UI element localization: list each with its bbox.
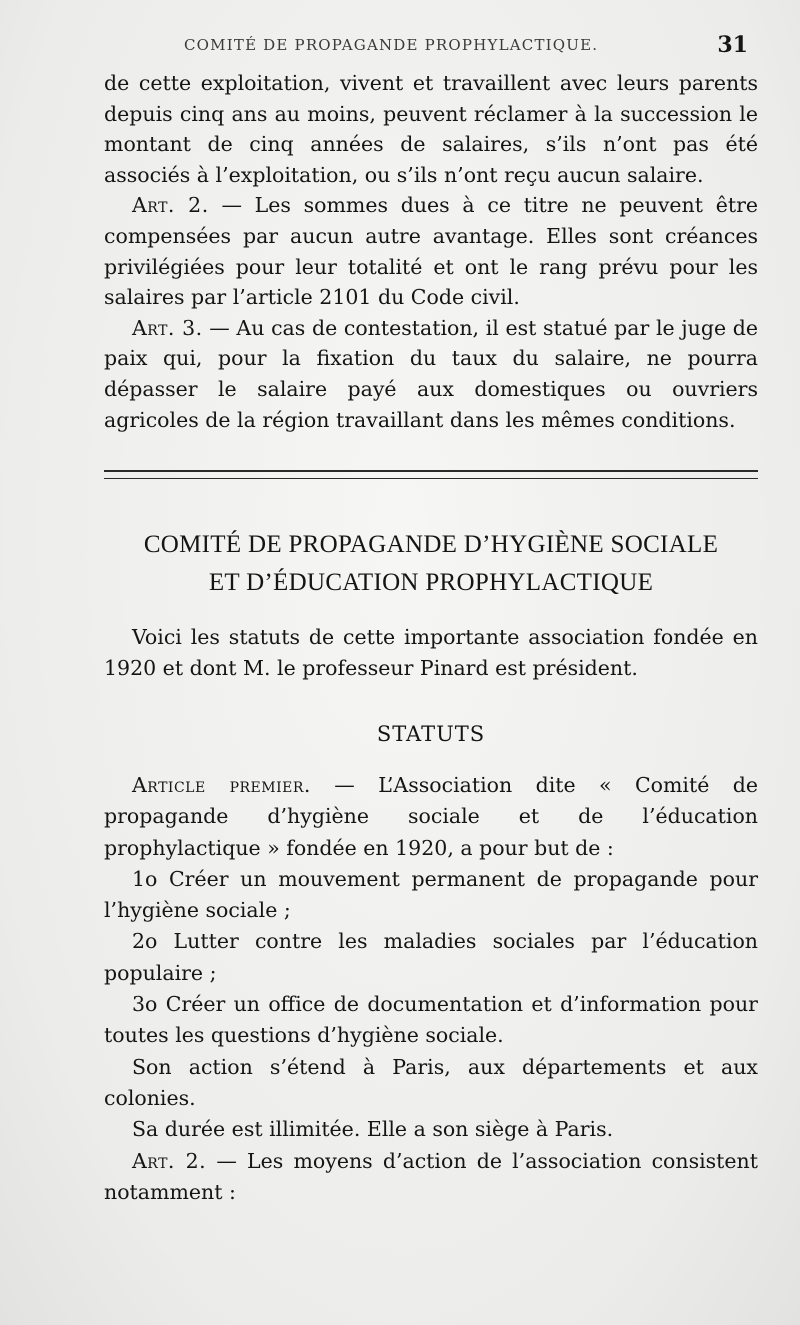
page-number: 31 [717,32,748,58]
article-2-label: Art. 2. [132,193,209,218]
action-paragraph: Son action s’étend à Paris, aux départements et aux colonies. [104,1054,758,1110]
section-title-line-2: ET D’ÉDUCATION PROPHYLACTIQUE [208,569,654,596]
article-2-paragraph [104,190,758,312]
statuts-article-2-paragraph [104,1146,758,1209]
article-2-text: — Les sommes dues à ce titre ne peuvent être compensées par aucun autre avantage. Elles sont créances privilégiées pour leur totalité et ont le rang prévu pour les salaires par l’article 2101 du Code civil. [104,193,758,310]
continued-paragraph: de cette exploitation, vivent et travaillent avec leurs parents depuis cinq ans au moins, peuvent réclamer à la succession le montant de cinq années de salaires, s’ils n’ont pas été associés à l’exploitation, ou s’ils n’ont reçu aucun salaire. [104,71,758,187]
list-item-1: 1o Créer un mouvement permanent de propagande pour l’hygiène sociale ; [104,866,758,923]
article-3-text: — Au cas de contestation, il est statué par le juge de paix qui, pour la fixation du taux du salaire, ne pourra dépasser le salaire payé aux domestiques ou ouvriers agricoles de la région travaillant dans les mêmes conditions. [104,315,758,432]
list-item-2: 2o Lutter contre les maladies sociales par l’éducation populaire ; [104,929,758,985]
section-title-line-1: COMITÉ DE PROPAGANDE D’HYGIÈNE SOCIALE [143,531,719,558]
running-title: COMITÉ DE PROPAGANDE PROPHYLACTIQUE. [184,36,599,54]
article-premier-label: Article premier. [132,773,311,797]
continued-law-text [104,68,758,435]
duration-paragraph: Sa durée est illimitée. Elle a son siège à Paris. [132,1117,614,1142]
statuts-heading: STATUTS [376,722,486,746]
statuts-body [104,770,758,1208]
running-header [104,34,760,58]
section-divider-bottom [104,478,758,479]
article-premier-text: — L’Association dite « Comité de propagande d’hygiène sociale et de l’éducation prophylactique » fondée en 1920, a pour but de : [104,773,758,860]
article-3-label: Art. 3. [132,315,203,340]
article-premier-paragraph [104,770,758,864]
section-intro [104,622,758,684]
statuts-article-2-label: Art. 2. [132,1148,207,1173]
article-3-paragraph [104,313,758,435]
intro-paragraph: Voici les statuts de cette importante association fondée en 1920 et dont M. le professeur Pinard est président. [104,625,758,680]
section-divider-top [104,470,758,472]
section-title [104,526,758,602]
list-item-3: 3o Créer un office de documentation et d’information pour toutes les questions d’hygiène sociale. [104,992,758,1048]
statuts-article-2-text: — Les moyens d’action de l’association consistent notamment : [104,1148,758,1204]
